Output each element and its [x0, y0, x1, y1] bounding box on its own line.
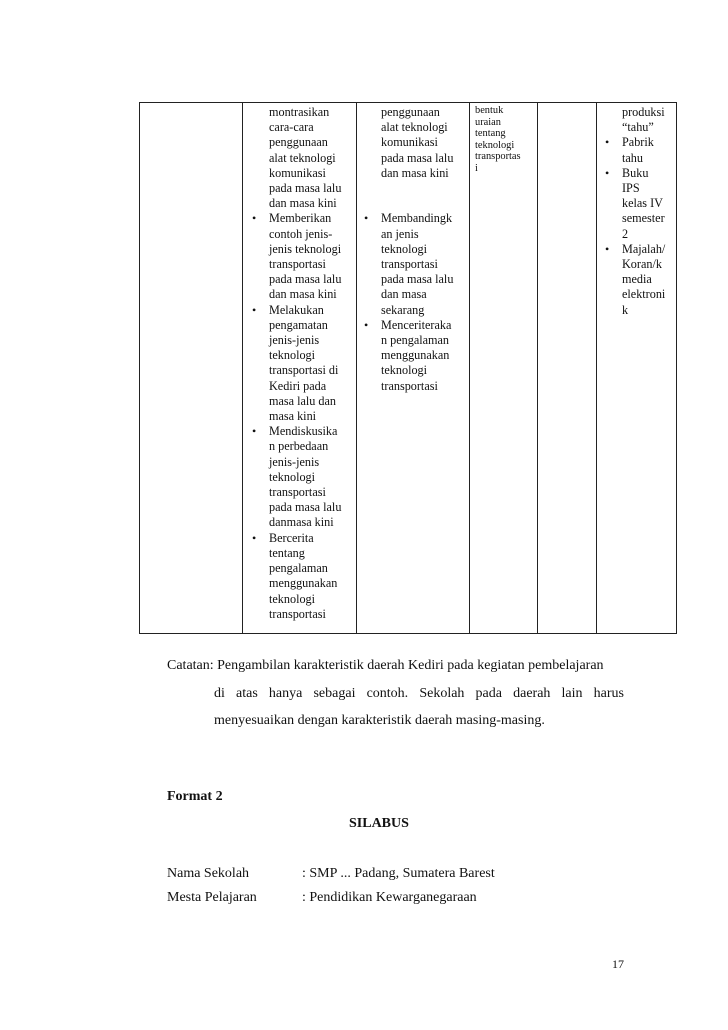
bullet-icon: • — [252, 424, 257, 439]
cell-text-line: Bercerita — [269, 530, 314, 545]
school-name-label: Nama Sekolah — [167, 866, 250, 881]
cell-text-line: Pabrik — [622, 135, 654, 150]
cell-text-line: pada masa lalu — [381, 150, 454, 165]
bulleted-line — [252, 530, 351, 546]
cell-text-line: kelas IV — [622, 196, 663, 211]
cell-text-line: Kediri pada — [269, 378, 327, 393]
cell-text-line: teknologi — [269, 591, 316, 606]
subject-label: Mesta Pelajaran — [167, 890, 257, 905]
cell-text-line: komunikasi — [269, 165, 326, 180]
bulleted-line — [252, 302, 351, 318]
cell-text-line: Buku — [622, 165, 649, 180]
cell-text-line: danmasa kini — [269, 515, 334, 530]
bulleted-line — [605, 135, 672, 150]
format-label: Format 2 — [167, 789, 223, 804]
cell-text-line: semester — [622, 211, 665, 226]
note-line-2: di atas hanya sebagai contoh. Sekolah pada daerah lain harus — [214, 686, 624, 701]
cell-text-line: penggunaan — [269, 135, 328, 150]
learning-activities-column — [252, 105, 351, 622]
silabus-title: SILABUS — [349, 816, 409, 831]
cell-text-line: media — [622, 272, 652, 287]
cell-text-line: Majalah/ — [622, 241, 666, 256]
bullet-icon: • — [252, 530, 257, 545]
cell-text-line: teknologi — [381, 241, 428, 256]
cell-text-line: k — [622, 302, 629, 317]
cell-text-line: montrasikan — [269, 105, 330, 119]
cell-text-line: menggunakan — [269, 576, 338, 591]
cell-text-line: jenis-jenis — [269, 454, 320, 469]
bulleted-line — [252, 424, 351, 439]
cell-text-line: pada masa lalu — [269, 500, 342, 515]
silabus-table-continuation — [139, 102, 677, 634]
cell-text-line: i — [475, 162, 478, 174]
cell-text-line: transportasi — [269, 485, 326, 500]
cell-text-line: teknologi — [269, 469, 316, 484]
cell-text-line: pada masa lalu — [269, 181, 342, 196]
cell-text-line: dan masa kini — [269, 196, 337, 211]
cell-text-line: alat teknologi — [269, 150, 336, 165]
column-divider — [537, 103, 538, 633]
cell-text-line: pengamatan — [269, 317, 328, 332]
cell-text-line: Mendiskusika — [269, 424, 338, 439]
bullet-icon: • — [252, 302, 257, 317]
cell-text-line: teknologi — [269, 348, 316, 363]
cell-text-line: tentang — [269, 545, 305, 560]
cell-text-line: jenis-jenis — [269, 333, 320, 348]
cell-text-line: elektroni — [622, 287, 666, 302]
cell-text-line: sekarang — [381, 302, 425, 317]
note-line-1: Catatan: Pengambilan karakteristik daerah Kediri pada kegiatan pembelajaran — [167, 658, 604, 673]
cell-text-line: 2 — [622, 226, 629, 241]
cell-text-line: n perbedaan — [269, 439, 329, 454]
cell-text-line: menggunakan — [381, 348, 450, 363]
cell-text-line: Koran/k — [622, 257, 662, 272]
column-divider — [469, 103, 470, 633]
cell-text-line: “tahu” — [622, 120, 654, 135]
cell-text-line: tahu — [622, 150, 643, 165]
school-name-value: : SMP ... Padang, Sumatera Barest — [302, 866, 495, 881]
cell-text-line: masa kini — [269, 409, 317, 424]
bullet-icon: • — [252, 211, 257, 226]
cell-text-line: transportasi — [269, 257, 326, 272]
cell-text-line: an jenis — [381, 226, 419, 241]
cell-text-line — [381, 196, 461, 211]
cell-text-line: komunikasi — [381, 135, 438, 150]
cell-text-line: pada masa lalu — [269, 272, 342, 287]
cell-text-line: dan masa — [381, 287, 427, 302]
subject-value: : Pendidikan Kewarganegaraan — [302, 890, 477, 905]
learning-sources-column — [605, 105, 672, 318]
cell-text-line: jenis teknologi — [269, 241, 342, 256]
assessment-column — [475, 105, 535, 175]
page-number: 17 — [612, 957, 624, 971]
cell-text-line: n pengalaman — [381, 333, 450, 348]
cell-text-line: IPS — [622, 181, 640, 196]
bullet-icon: • — [605, 241, 610, 256]
cell-text-line: Melakukan — [269, 302, 324, 317]
bulleted-line — [605, 241, 672, 257]
bullet-icon: • — [364, 211, 369, 226]
bulleted-line — [252, 211, 351, 226]
cell-text-line: Menceriteraka — [381, 317, 452, 332]
bulleted-line — [605, 165, 672, 181]
column-divider — [242, 103, 243, 633]
cell-text-line: dan masa kini — [269, 287, 337, 302]
cell-text-line: transportasi — [381, 378, 438, 393]
bullet-icon: • — [605, 135, 610, 150]
cell-text-line: alat teknologi — [381, 120, 448, 135]
cell-text-line — [381, 181, 461, 196]
cell-text-line: produksi — [622, 105, 665, 119]
cell-text-line: Membandingk — [381, 211, 453, 226]
indicators-column — [364, 105, 461, 394]
cell-text-line: tentang — [475, 128, 506, 140]
cell-text-line: transportasi — [381, 257, 438, 272]
bullet-icon: • — [605, 165, 610, 180]
cell-text-line: bentuk — [475, 105, 504, 116]
column-divider — [356, 103, 357, 633]
cell-text-line: cara-cara — [269, 120, 314, 135]
cell-text-line: masa lalu dan — [269, 393, 337, 408]
cell-text-line: pengalaman — [269, 561, 328, 576]
note-line-3: menyesuaikan dengan karakteristik daerah masing-masing. — [214, 713, 545, 728]
cell-text-line: teknologi — [475, 139, 515, 151]
cell-text-line: pada masa lalu — [381, 272, 454, 287]
cell-text-line: penggunaan — [381, 105, 440, 119]
cell-text-line: contoh jenis- — [269, 226, 333, 241]
bullet-icon: • — [364, 317, 369, 332]
bulleted-line — [364, 211, 461, 226]
cell-text-line: transportasi — [269, 606, 326, 621]
cell-text-line: Memberikan — [269, 211, 332, 226]
cell-text-line: teknologi — [381, 363, 428, 378]
cell-text-line: dan masa kini — [381, 165, 449, 180]
bulleted-line — [364, 317, 461, 333]
cell-text-line: transportas — [475, 151, 521, 163]
cell-text-line: transportasi di — [269, 363, 339, 378]
column-divider — [596, 103, 597, 633]
cell-text-line: uraian — [475, 116, 501, 128]
